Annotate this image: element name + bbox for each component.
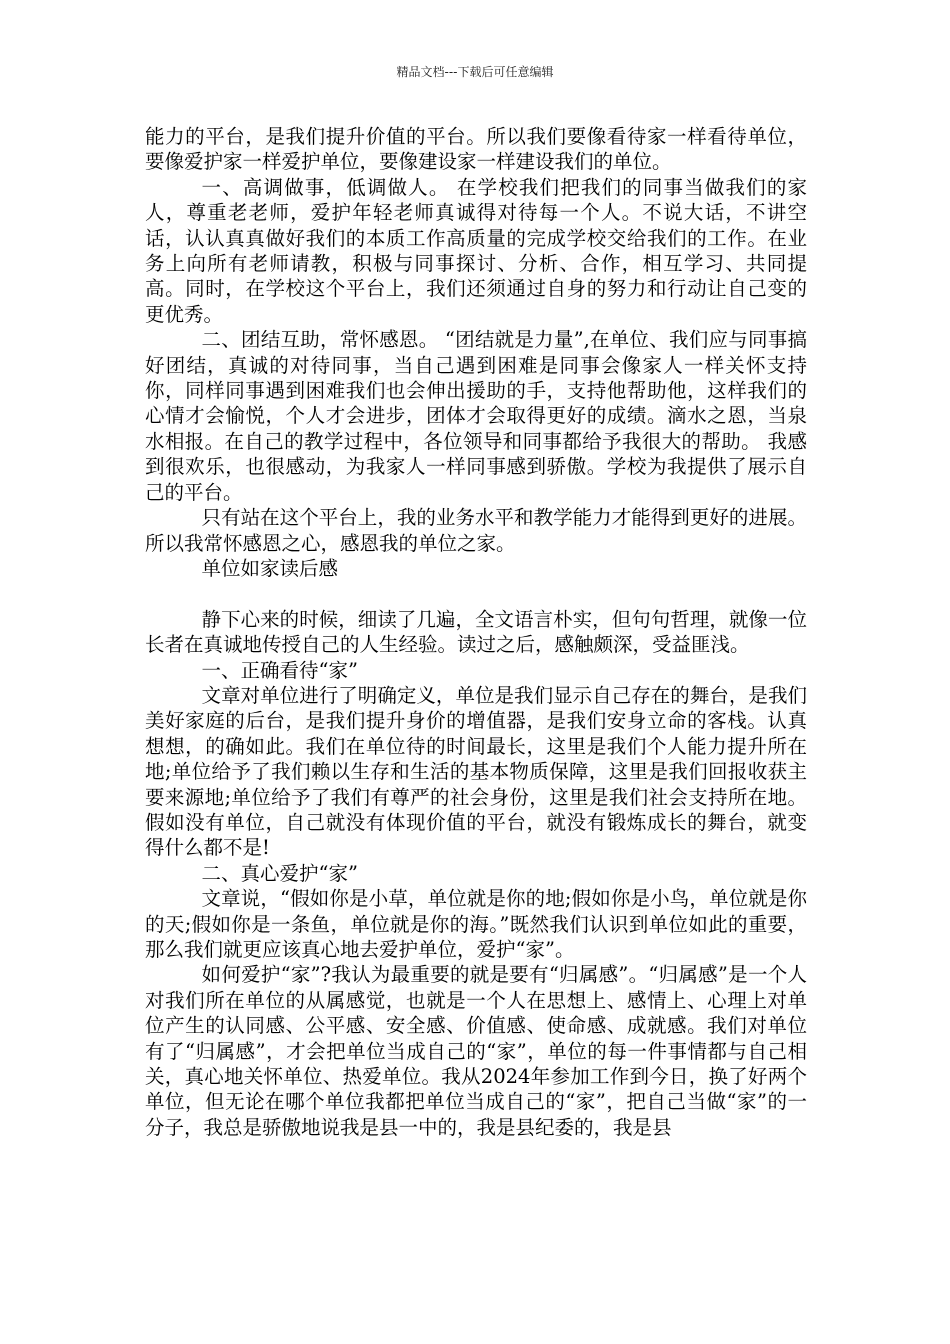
- paragraph: 只有站在这个平台上，我的业务水平和教学能力才能得到更好的进展。所以我常怀感恩之心，感恩我的单位之家。: [145, 506, 807, 555]
- paragraph: 一、高调做事，低调做人。 在学校我们把我们的同事当做我们的家人，尊重老老师，爱护年轻老师真诚得对待每一个人。不说大话，不讲空话，认认真真做好我们的本质工作高质量的完成学校交给我们的工作。在业务上向所有老师请教，积极与同事探讨、分析、合作，相互学习、共同提高。同时，在学校这个平台上，我们还须通过自身的努力和行动让自己变的更优秀。: [145, 175, 807, 326]
- paragraph: 静下心来的时候，细读了几遍，全文语言朴实，但句句哲理，就像一位长者在真诚地传授自己的人生经验。读过之后，感触颇深，受益匪浅。: [145, 607, 807, 657]
- document-body: [145, 124, 807, 1140]
- blank-line: [145, 581, 807, 606]
- subheading: 一、正确看待“家”: [201, 658, 358, 682]
- paragraph: 文章对单位进行了明确定义，单位是我们显示自己存在的舞台，是我们美好家庭的后台，是我们提升身价的增值器，是我们安身立命的客栈。认真想想，的确如此。我们在单位待的时间最长，这里是我们个人能力提升所在地;单位给予了我们赖以生存和生活的基本物质保障，这里是我们回报收获主要来源地;单位给予了我们有尊严的社会身份，这里是我们社会支持所在地。假如没有单位，自己就没有体现价值的平台，就没有锻炼成长的舞台，就变得什么都不是!: [145, 683, 807, 860]
- page-header: 精品文档---下载后可任意编辑: [396, 65, 554, 79]
- paragraph: 二、团结互助，常怀感恩。 “团结就是力量”,在单位、我们应与同事搞好团结，真诚的对待同事，当自己遇到困难是同事会像家人一样关怀支持你，同样同事遇到困难我们也会伸出援助的手，支持他帮助他，这样我们的心情才会愉悦，个人才会进步，团体才会取得更好的成绩。滴水之恩，当泉水相报。在自己的教学过程中，各位领导和同事都给予我很大的帮助。 我感到很欢乐，也很感动，为我家人一样同事感到骄傲。学校为我提供了展示自己的平台。: [145, 328, 807, 504]
- paragraph: 如何爱护“家”?我认为最重要的就是要有“归属感”。“归属感”是一个人对我们所在单位的从属感觉，也就是一个人在思想上、感情上、心理上对单位产生的认同感、公平感、安全感、价值感、使命感、成就感。我们对单位有了“归属感”，才会把单位当成自己的“家”，单位的每一件事情都与自己相关，真心地关怀单位、热爱单位。我从2024年参加工作到今日，换了好两个单位，但无论在哪个单位我都把单位当成自己的“家”，把自己当做“家”的一分子，我总是骄傲地说我是县一中的，我是县纪委的，我是县: [145, 963, 807, 1139]
- paragraph: 文章说，“假如你是小草，单位就是你的地;假如你是小鸟，单位就是你的天;假如你是一条鱼，单位就是你的海。”既然我们认识到单位如此的重要，那么我们就更应该真心地去爱护单位，爱护“家”。: [145, 887, 807, 961]
- section-title: 单位如家读后感: [201, 556, 339, 580]
- paragraph: 能力的平台，是我们提升价值的平台。所以我们要像看待家一样看待单位，要像爱护家一样爱护单位，要像建设家一样建设我们的单位。: [145, 125, 807, 174]
- subheading: 二、真心爱护“家”: [201, 861, 358, 885]
